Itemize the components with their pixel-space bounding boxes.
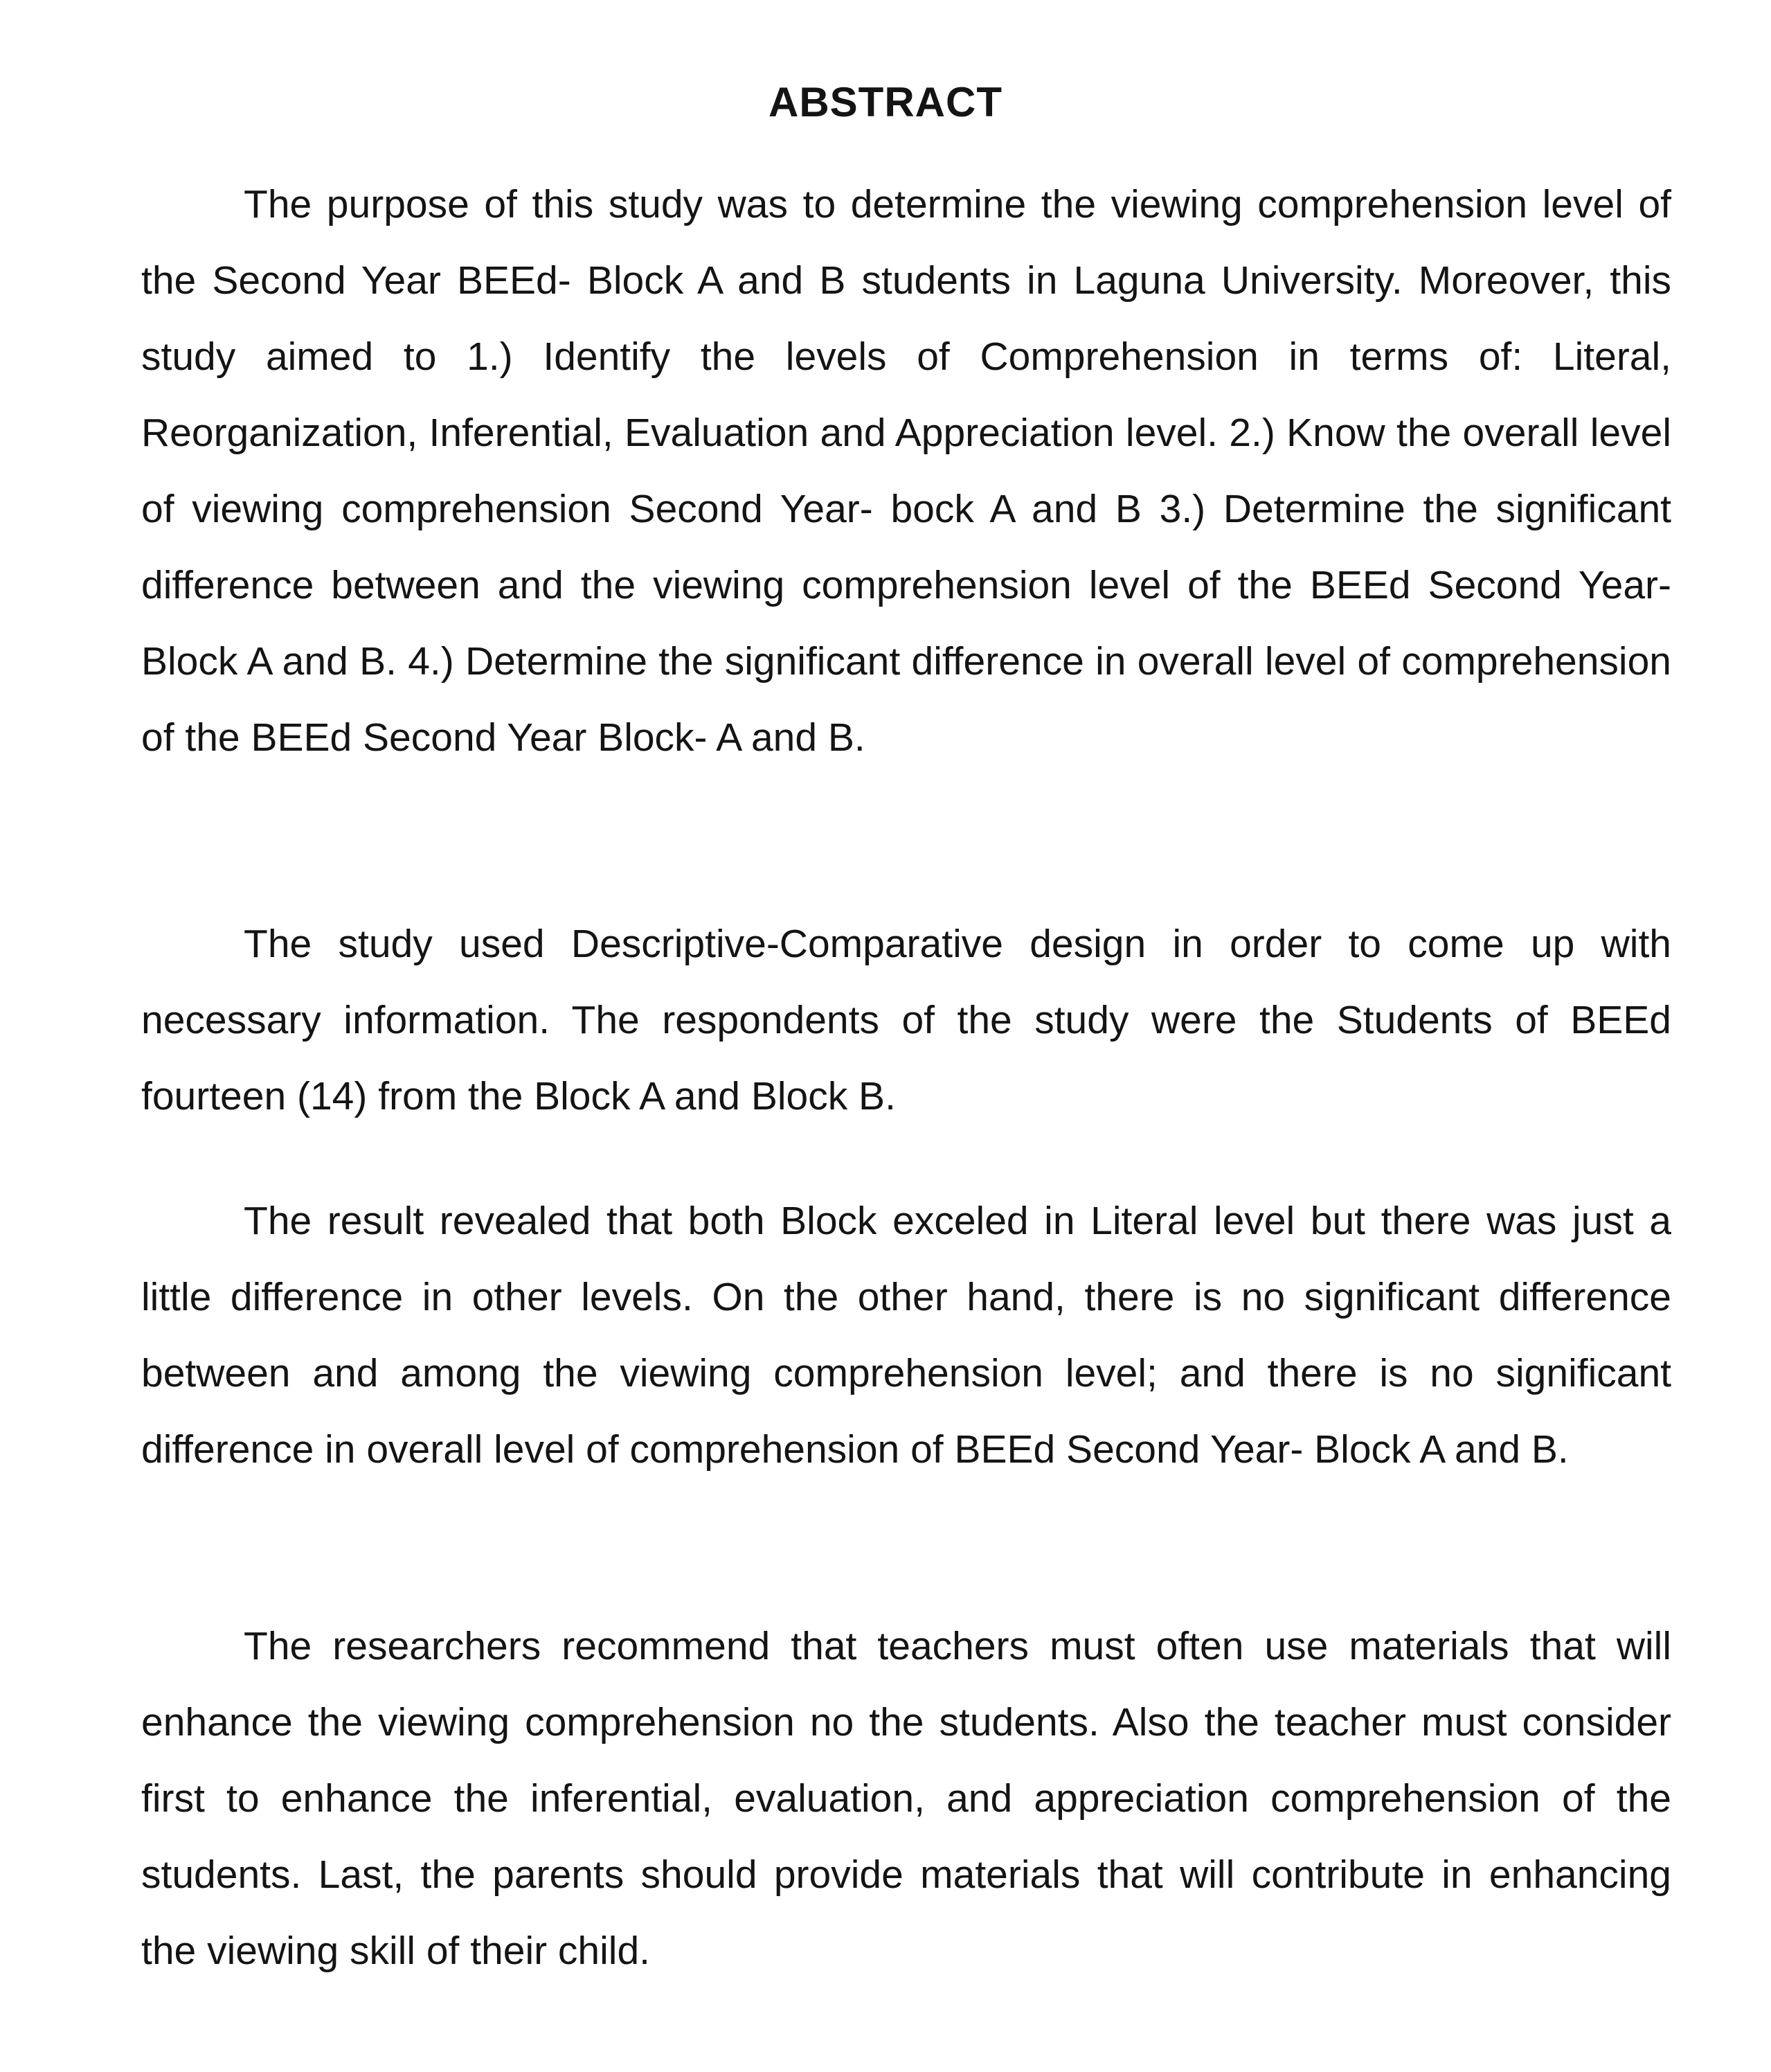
abstract-title: ABSTRACT <box>768 79 1003 125</box>
paragraph-purpose: The purpose of this study was to determine the viewing comprehension level of the Second Year BEEd- Block A and B students in Laguna University. Moreover, this study aimed to 1.) Identify the levels of Comprehension in terms of: Literal, Reorganization, Inferential, Evaluation and Appreciation level. 2.) Know the overall level of viewing comprehension Second Year- bock A and B 3.) Determine the significant difference between and the viewing comprehension level of the BEEd Second Year- Block A and B. 4.) Determine the significant difference in overall level of comprehension of the BEEd Second Year Block- A and B. <box>141 182 1671 760</box>
paragraph-results: The result revealed that both Block exceled in Literal level but there was just a little difference in other levels. On the other hand, there is no significant difference between and among the viewing comprehension level; and there is no significant difference in overall level of comprehension of BEEd Second Year- Block A and B. <box>141 1199 1671 1472</box>
paragraph-design: The study used Descriptive-Comparative design in order to come up with necessary information. The respondents of the study were the Students of BEEd fourteen (14) from the Block A and Block B. <box>141 922 1671 1118</box>
paragraph-recommendations: The researchers recommend that teachers must often use materials that will enhance the viewing comprehension no the students. Also the teacher must consider first to enhance the inferential, evaluation, and appreciation comprehension of the students. Last, the parents should provide materials that will contribute in enhancing the viewing skill of their child. <box>141 1624 1671 1973</box>
